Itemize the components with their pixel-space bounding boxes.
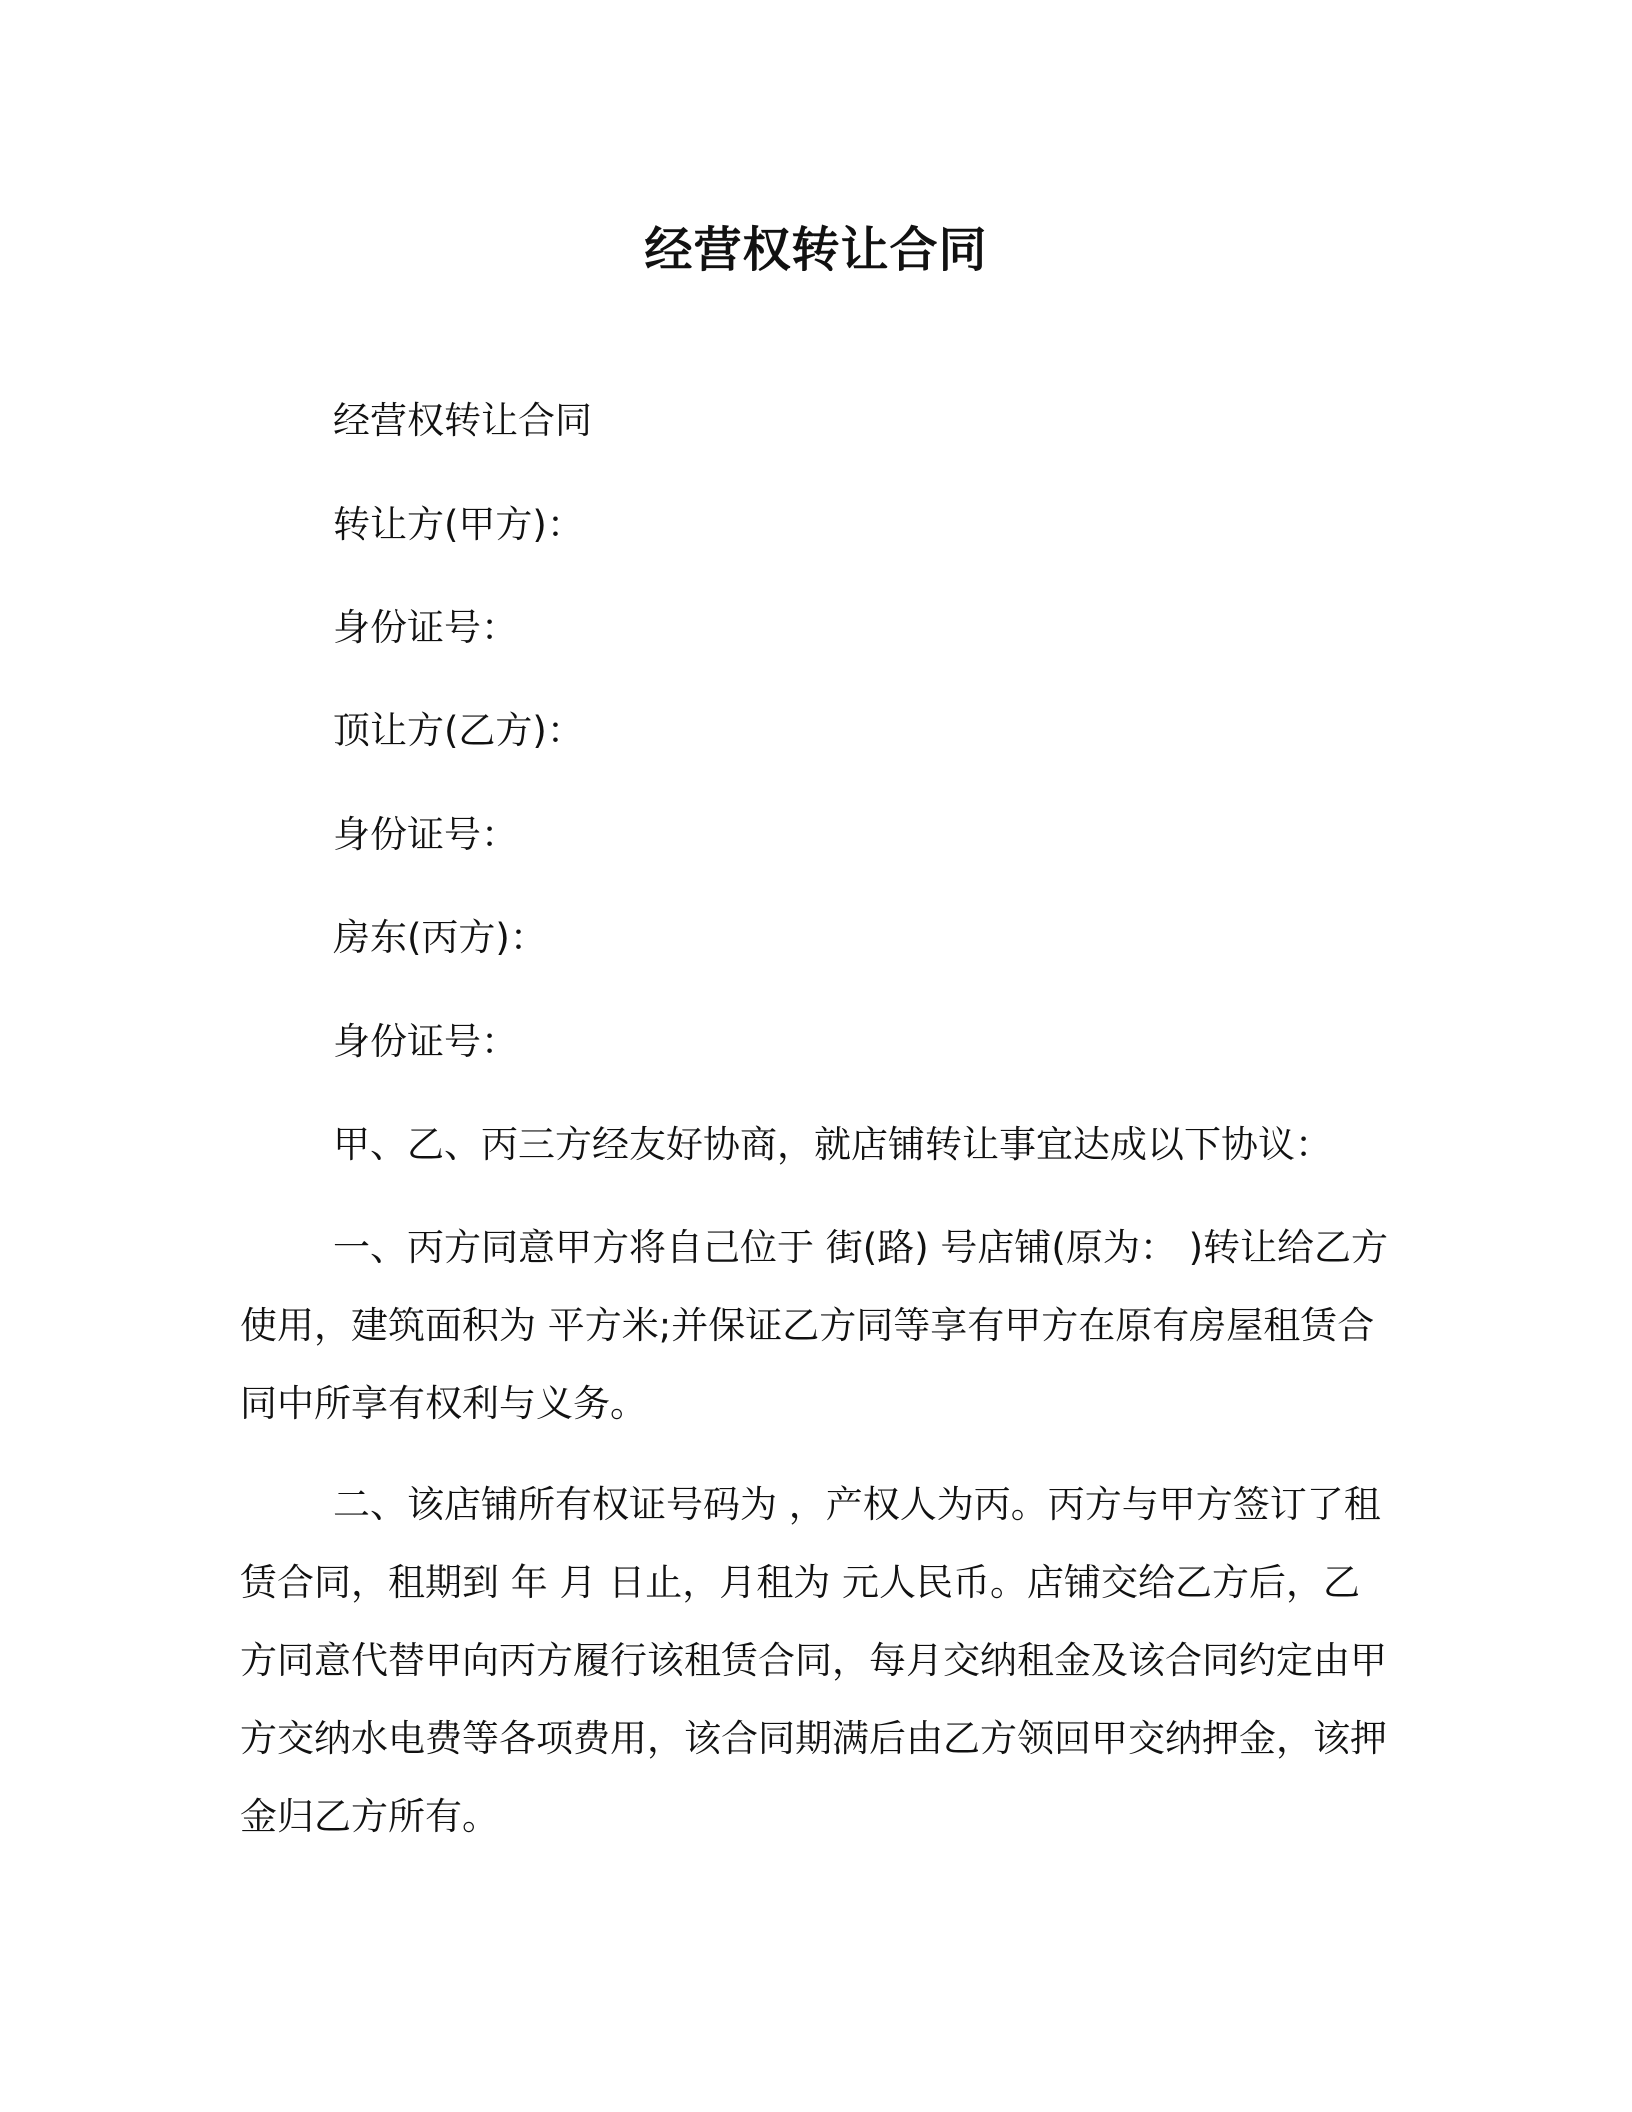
transferee-line: 顶让方(乙方)： (333, 709, 584, 752)
transferee-id-line: 身份证号： (333, 813, 518, 856)
landlord-line: 房东(丙方)： (333, 916, 547, 959)
document-title: 经营权转让合同 (644, 222, 988, 278)
clause-1-paragraph: 一、丙方同意甲方将自己位于 街(路) 号店铺(原为： )转让给乙方使用，建筑面积为 平方米;并保证乙方同等享有甲方在原有房屋租赁合同中所享有权利与义务。 (240, 1226, 1389, 1425)
transferor-line: 转让方(甲方)： (333, 503, 584, 546)
agreement-intro-line: 甲、乙、丙三方经友好协商，就店铺转让事宜达成以下协议： (333, 1123, 1332, 1166)
clause-2-paragraph: 二、该店铺所有权证号码为 ，产权人为丙。丙方与甲方签订了租赁合同，租期到 年 月 日止，月租为 元人民币。店铺交给乙方后，乙方同意代替甲向丙方履行该租赁合同，每月交纳租金及该合同约定由甲方交纳水电费等各项费用，该合同期满后由乙方领回甲交纳押金，该押金归乙方所有。 (240, 1483, 1387, 1838)
subtitle-line: 经营权转让合同 (333, 399, 592, 442)
landlord-id-line: 身份证号： (333, 1020, 518, 1063)
transferor-id-line: 身份证号： (333, 606, 518, 649)
